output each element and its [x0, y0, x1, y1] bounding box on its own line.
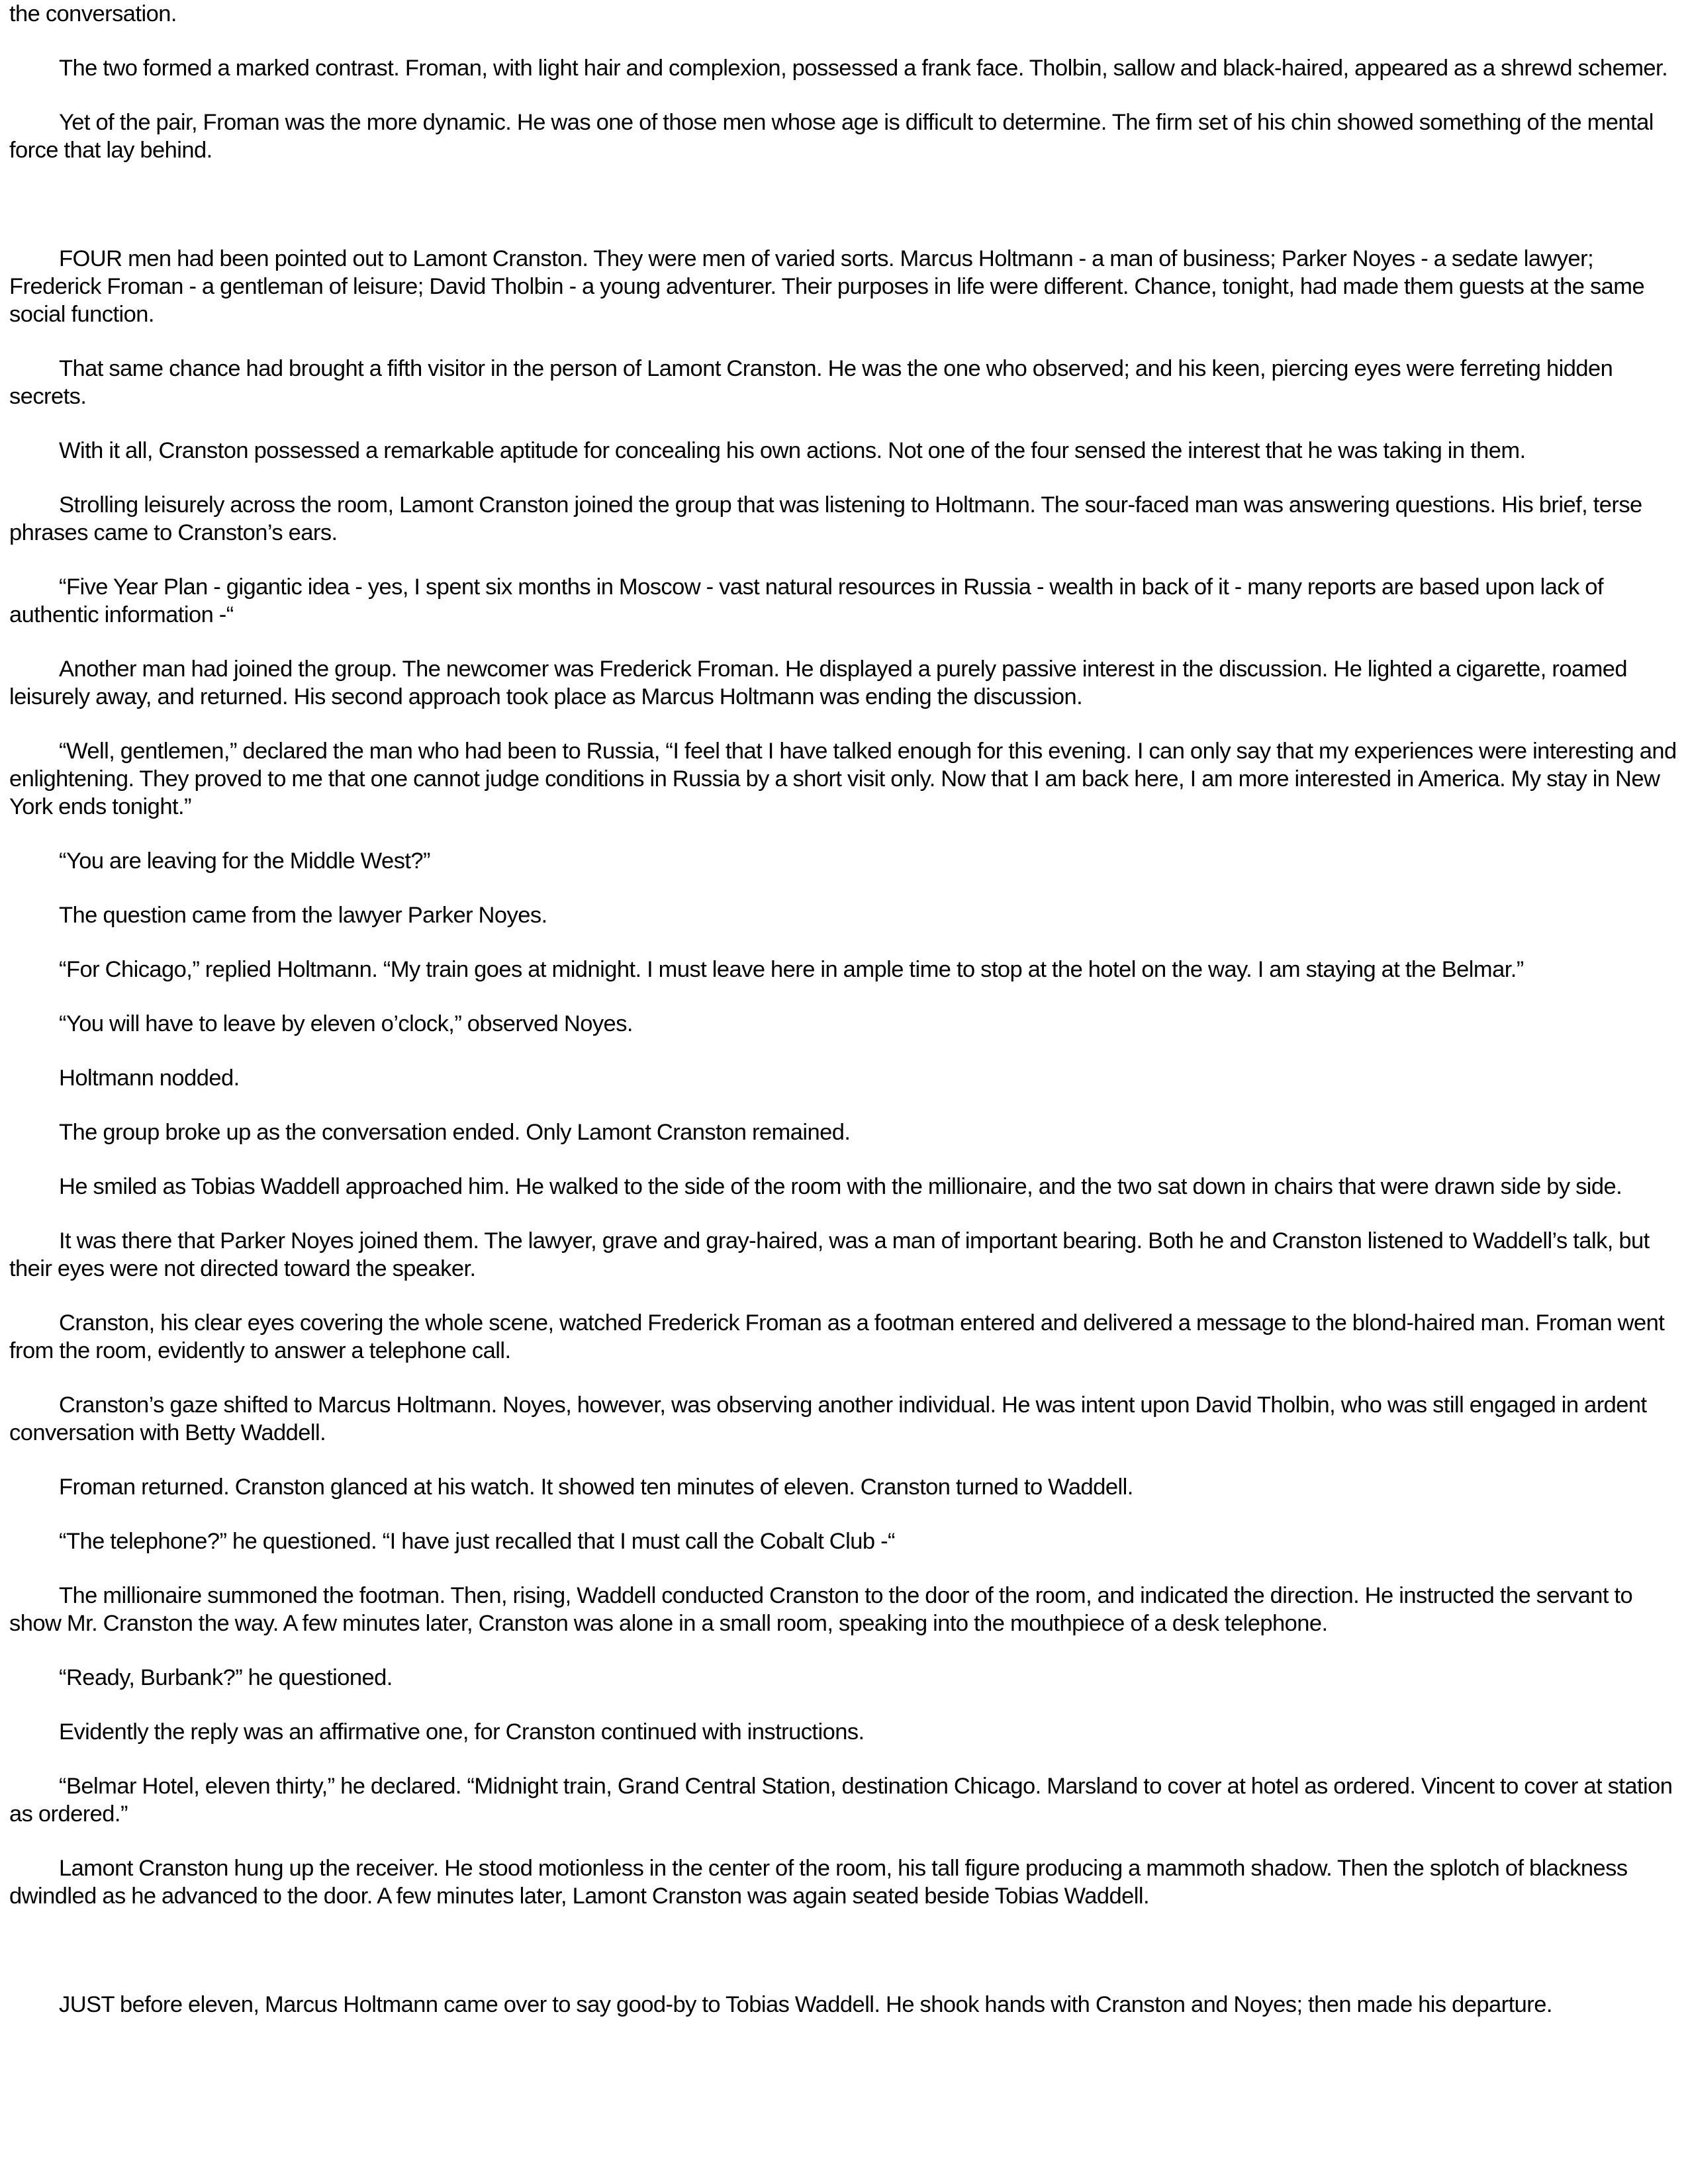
paragraph: That same chance had brought a fifth visitor in the person of Lamont Cranston. He was the one who observed; and his keen, piercing eyes were ferreting hidden secrets.	[9, 356, 1613, 409]
paragraph: The question came from the lawyer Parker Noyes.	[59, 903, 547, 928]
paragraph: The millionaire summoned the footman. Then, rising, Waddell conducted Cranston to the door of the room, and indicated the direction. He instructed the servant to show Mr. Cranston the way. A few minutes later, Cranston was alone in a small room, speaking into the mouthpiece of a desk telephone.	[9, 1583, 1633, 1636]
section-opening-paragraph: JUST before eleven, Marcus Holtmann came over to say good-by to Tobias Waddell. He shook hands with Cranston and Noyes; then made his departure.	[59, 1992, 1552, 2017]
paragraph: Another man had joined the group. The newcomer was Frederick Froman. He displayed a purely passive interest in the discussion. He lighted a cigarette, roamed leisurely away, and returned. His second approach took place as Marcus Holtmann was ending the discussion.	[9, 657, 1628, 709]
paragraph: The group broke up as the conversation ended. Only Lamont Cranston remained.	[59, 1120, 851, 1145]
paragraph: Evidently the reply was an affirmative one, for Cranston continued with instructions.	[59, 1719, 865, 1745]
section-opening-paragraph: FOUR men had been pointed out to Lamont Cranston. They were men of varied sorts. Marcus Holtmann - a man of business; Parker Noyes - a sedate lawyer; Frederick Froman - a gentleman of leisure; David Tholbin - a young adventurer. Their purposes in life were different. Chance, tonight, had made them guests at the same social function.	[9, 246, 1645, 327]
paragraph: Yet of the pair, Froman was the more dynamic. He was one of those men whose age is difficult to determine. The firm set of his chin showed something of the mental force that lay behind.	[9, 110, 1654, 163]
paragraph: “The telephone?” he questioned. “I have just recalled that I must call the Cobalt Club -“	[59, 1529, 895, 1554]
paragraph: With it all, Cranston possessed a remarkable aptitude for concealing his own actions. Not one of the four sensed the interest that he was taking in them.	[59, 438, 1526, 463]
paragraph: “Ready, Burbank?” he questioned.	[59, 1665, 393, 1690]
paragraph: The two formed a marked contrast. Froman, with light hair and complexion, possessed a frank face. Tholbin, sallow and black-haired, appeared as a shrewd schemer.	[59, 56, 1668, 81]
paragraph: He smiled as Tobias Waddell approached him. He walked to the side of the room with the millionaire, and the two sat down in chairs that were drawn side by side.	[59, 1174, 1622, 1199]
paragraph-continuation: the conversation.	[9, 1, 177, 26]
paragraph: “You will have to leave by eleven o’clock,” observed Noyes.	[59, 1011, 633, 1036]
paragraph: Strolling leisurely across the room, Lamont Cranston joined the group that was listening to Holtmann. The sour-faced man was answering questions. His brief, terse phrases came to Cranston’s ears.	[9, 492, 1642, 545]
paragraph: “You are leaving for the Middle West?”	[59, 848, 431, 874]
paragraph: “Well, gentlemen,” declared the man who had been to Russia, “I feel that I have talked enough for this evening. I can only say that my experiences were interesting and enlightening. They proved to me that one cannot judge conditions in Russia by a short visit only. Now that I am back here, I am more interested in America. My stay in New York ends tonight.”	[9, 739, 1677, 819]
paragraph: “Five Year Plan - gigantic idea - yes, I spent six months in Moscow - vast natural resources in Russia - wealth in back of it - many reports are based upon lack of authentic information -“	[9, 574, 1603, 627]
paragraph: Lamont Cranston hung up the receiver. He stood motionless in the center of the room, his tall figure producing a mammoth shadow. Then the splotch of blackness dwindled as he advanced to the door. A few minutes later, Lamont Cranston was again seated beside Tobias Waddell.	[9, 1856, 1628, 1909]
paragraph: “Belmar Hotel, eleven thirty,” he declared. “Midnight train, Grand Central Station, destination Chicago. Marsland to cover at hotel as ordered. Vincent to cover at station as ordered.”	[9, 1774, 1673, 1827]
paragraph: “For Chicago,” replied Holtmann. “My train goes at midnight. I must leave here in ample time to stop at the hotel on the way. I am staying at the Belmar.”	[59, 957, 1524, 982]
paragraph: Holtmann nodded.	[59, 1066, 240, 1091]
paragraph: Cranston’s gaze shifted to Marcus Holtmann. Noyes, however, was observing another individual. He was intent upon David Tholbin, who was still engaged in ardent conversation with Betty Waddell.	[9, 1392, 1647, 1445]
paragraph: It was there that Parker Noyes joined them. The lawyer, grave and gray-haired, was a man of important bearing. Both he and Cranston listened to Waddell’s talk, but their eyes were not directed toward the speaker.	[9, 1228, 1650, 1281]
paragraph: Cranston, his clear eyes covering the whole scene, watched Frederick Froman as a footman entered and delivered a message to the blond-haired man. Froman went from the room, evidently to answer a telephone call.	[9, 1310, 1665, 1363]
paragraph: Froman returned. Cranston glanced at his watch. It showed ten minutes of eleven. Cranston turned to Waddell.	[59, 1475, 1133, 1500]
